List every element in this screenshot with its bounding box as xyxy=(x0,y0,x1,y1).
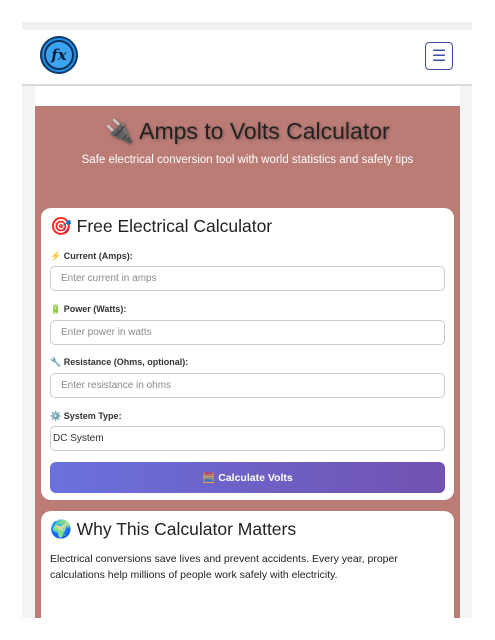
current-label: ⚡ Current (Amps): xyxy=(50,251,133,261)
top-strip xyxy=(22,22,472,30)
page-subtitle: Safe electrical conversion tool with world statistics and safety tips xyxy=(81,154,414,166)
system-type-label: ⚙️ System Type: xyxy=(50,411,122,421)
current-input[interactable] xyxy=(50,266,445,291)
hero-section xyxy=(35,106,460,618)
calculator-title: 🎯 Free Electrical Calculator xyxy=(50,216,273,236)
resistance-label: 🔧 Resistance (Ohms, optional): xyxy=(50,357,189,367)
why-text: Electrical conversions save lives and prevent accidents. Every year, proper calculations help millions of people work safely with electricity. xyxy=(50,553,398,581)
page-margin-left xyxy=(22,86,35,618)
why-title: 🌍 Why This Calculator Matters xyxy=(50,519,297,539)
page-margin-right xyxy=(460,86,472,618)
page-title: 🔌 Amps to Volts Calculator xyxy=(105,118,390,144)
power-input[interactable] xyxy=(50,320,445,345)
site-header xyxy=(22,30,472,86)
system-type-select[interactable]: DC System xyxy=(50,426,445,451)
calculator-card xyxy=(41,208,454,500)
logo-fx-icon: fx xyxy=(44,40,74,70)
logo[interactable] xyxy=(40,36,78,74)
hamburger-icon: ☰ xyxy=(431,48,447,65)
menu-button[interactable] xyxy=(425,42,453,70)
why-card xyxy=(41,511,454,618)
calculate-volts-button[interactable]: 🧮 Calculate Volts xyxy=(50,462,445,493)
power-label: 🔋 Power (Watts): xyxy=(50,304,127,314)
resistance-input[interactable] xyxy=(50,373,445,398)
